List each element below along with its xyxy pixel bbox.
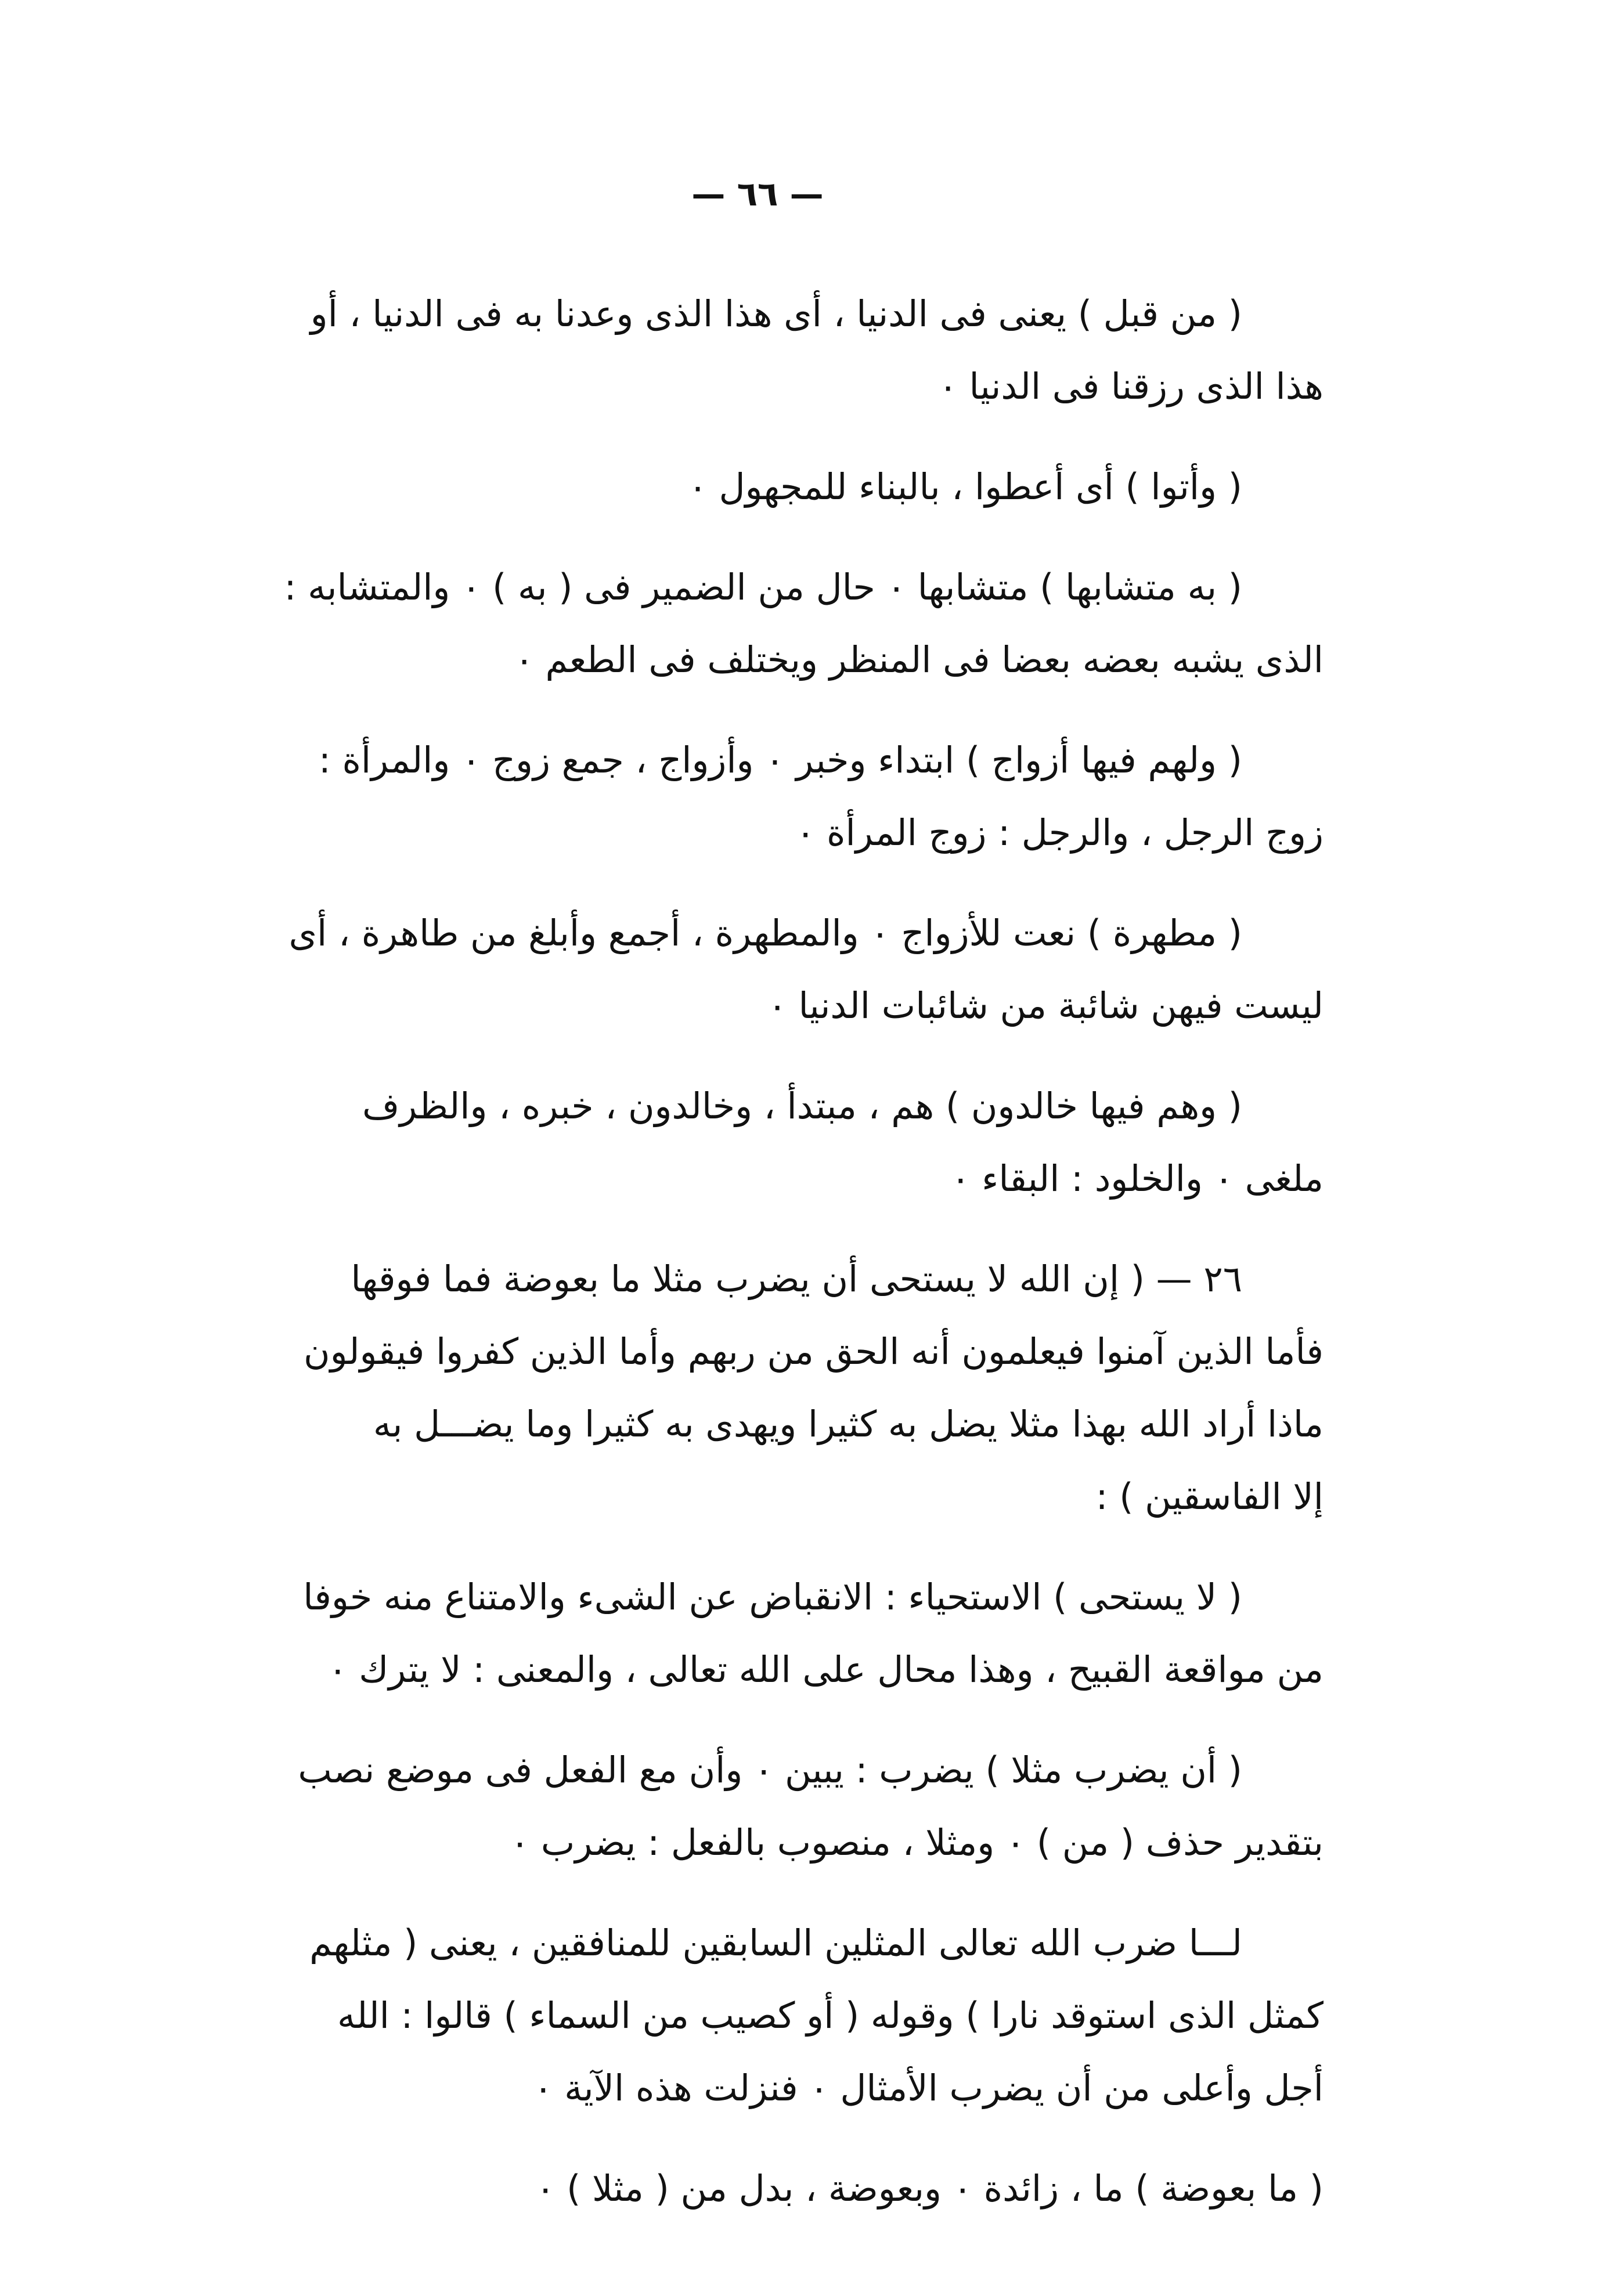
text-line: من مواقعة القبيح ، وهذا محال على الله تعالى ، والمعنى : لا يترك ٠ xyxy=(328,1648,1324,1691)
paragraph xyxy=(192,1070,1324,1215)
paragraph xyxy=(192,450,1324,523)
text-line: إلا الفاسقين ) : xyxy=(1095,1475,1324,1518)
paragraph xyxy=(192,1243,1324,1533)
text-line: أجل وأعلى من أن يضرب الأمثال ٠ فنزلت هذه الآية ٠ xyxy=(533,2067,1324,2109)
text-line: كمثل الذى استوقد نارا ) وقوله ( أو كصيب من السماء ) قالوا : الله xyxy=(337,1994,1324,2037)
text-line: زوج الرجل ، والرجل : زوج المرأة ٠ xyxy=(795,811,1324,854)
text-line: ( لا يستحى ) الاستحياء : الانقباض عن الشىء والامتناع منه خوفا xyxy=(303,1576,1242,1618)
paragraph xyxy=(192,1907,1324,2124)
paragraph xyxy=(192,1561,1324,1706)
paragraph xyxy=(192,1734,1324,1879)
page-number: — ٦٦ — xyxy=(691,174,824,214)
text-line: بتقدير حذف ( من ) ٠ ومثلا ، منصوب بالفعل : يضرب ٠ xyxy=(510,1821,1324,1864)
text-line: ( مطهرة ) نعت للأزواج ٠ والمطهرة ، أجمع وأبلغ من طاهرة ، أى xyxy=(288,912,1242,954)
paragraph xyxy=(192,277,1324,423)
text-line: ( وأتوا ) أى أعطوا ، بالبناء للمجهول ٠ xyxy=(688,465,1242,508)
paragraph xyxy=(192,2152,1324,2225)
document-page xyxy=(192,174,1324,2252)
text-line: ماذا أراد الله بهذا مثلا يضل به كثيرا ويهدى به كثيرا وما يضـــل به xyxy=(373,1403,1324,1445)
text-line: فأما الذين آمنوا فيعلمون أنه الحق من ربهم وأما الذين كفروا فيقولون xyxy=(304,1330,1324,1373)
text-line: ٢٦ — ( إن الله لا يستحى أن يضرب مثلا ما بعوضة فما فوقها xyxy=(351,1258,1242,1300)
text-line: لـــا ضرب الله تعالى المثلين السابقين للمنافقين ، يعنى ( مثلهم xyxy=(309,1922,1242,1964)
text-line: الذى يشبه بعضه بعضا فى المنظر ويختلف فى الطعم ٠ xyxy=(514,638,1324,681)
text-line: هذا الذى رزقنا فى الدنيا ٠ xyxy=(938,365,1324,407)
text-line: ( ما بعوضة ) ما ، زائدة ٠ وبعوضة ، بدل من ( مثلا ) ٠ xyxy=(536,2167,1324,2210)
text-line: ( به متشابها ) متشابها ٠ حال من الضمير فى ( به ) ٠ والمتشابه : xyxy=(284,566,1242,608)
paragraph xyxy=(192,551,1324,696)
paragraph xyxy=(192,724,1324,869)
paragraph xyxy=(192,897,1324,1042)
text-line: ( من قبل ) يعنى فى الدنيا ، أى هذا الذى وعدنا به فى الدنيا ، أو xyxy=(310,293,1242,335)
text-line: ليست فيهن شائبة من شائبات الدنيا ٠ xyxy=(767,984,1324,1027)
text-line: ( وهم فيها خالدون ) هم ، مبتدأ ، وخالدون ، خبره ، والظرف xyxy=(362,1085,1242,1127)
text-line: ( أن يضرب مثلا ) يضرب : يبين ٠ وأن مع الفعل فى موضع نصب xyxy=(298,1749,1242,1791)
text-line: ملغى ٠ والخلود : البقاء ٠ xyxy=(951,1157,1324,1200)
text-line: ( ولهم فيها أزواج ) ابتداء وخبر ٠ وأزواج ، جمع زوج ٠ والمرأة : xyxy=(318,739,1242,781)
